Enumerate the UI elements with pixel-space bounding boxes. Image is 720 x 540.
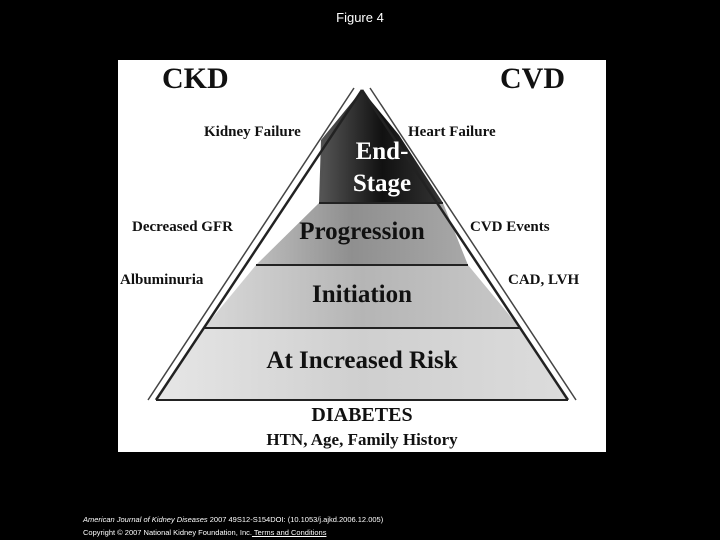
slide-title: Figure 4: [336, 10, 384, 25]
tier-initiation-label: Initiation: [311, 281, 413, 308]
citation-details: 2007 49S12-S154DOI: (10.1053/j.ajkd.2006.12.005): [207, 515, 384, 524]
label-cvd-events: CVD Events: [470, 219, 550, 235]
terms-link[interactable]: Terms and Conditions: [251, 528, 327, 537]
tier-end-stage-label-line2: Stage: [352, 170, 412, 197]
label-cad-lvh: CAD, LVH: [508, 272, 580, 288]
label-albuminuria: Albuminuria: [120, 272, 204, 288]
label-kidney-failure: Kidney Failure: [204, 124, 301, 140]
tier-end-stage-label-line1: End-: [355, 138, 409, 165]
base-risk-factors: HTN, Age, Family History: [266, 430, 458, 449]
citation-journal: American Journal of Kidney Diseases: [83, 515, 208, 524]
pyramid-graphic: [118, 60, 606, 452]
cvd-header: CVD: [500, 62, 565, 95]
label-decreased-gfr: Decreased GFR: [132, 219, 233, 235]
tier-increased-risk-label: At Increased Risk: [266, 347, 458, 374]
ckd-header: CKD: [162, 62, 229, 95]
tier-progression-label: Progression: [299, 218, 425, 245]
copyright-line: [83, 528, 326, 537]
ckd-cvd-pyramid-figure: [118, 60, 606, 452]
citation-line: [83, 515, 383, 524]
base-diabetes: DIABETES: [311, 404, 413, 426]
copyright-text: Copyright © 2007 National Kidney Foundation, Inc.: [83, 528, 252, 537]
label-heart-failure: Heart Failure: [408, 124, 496, 140]
